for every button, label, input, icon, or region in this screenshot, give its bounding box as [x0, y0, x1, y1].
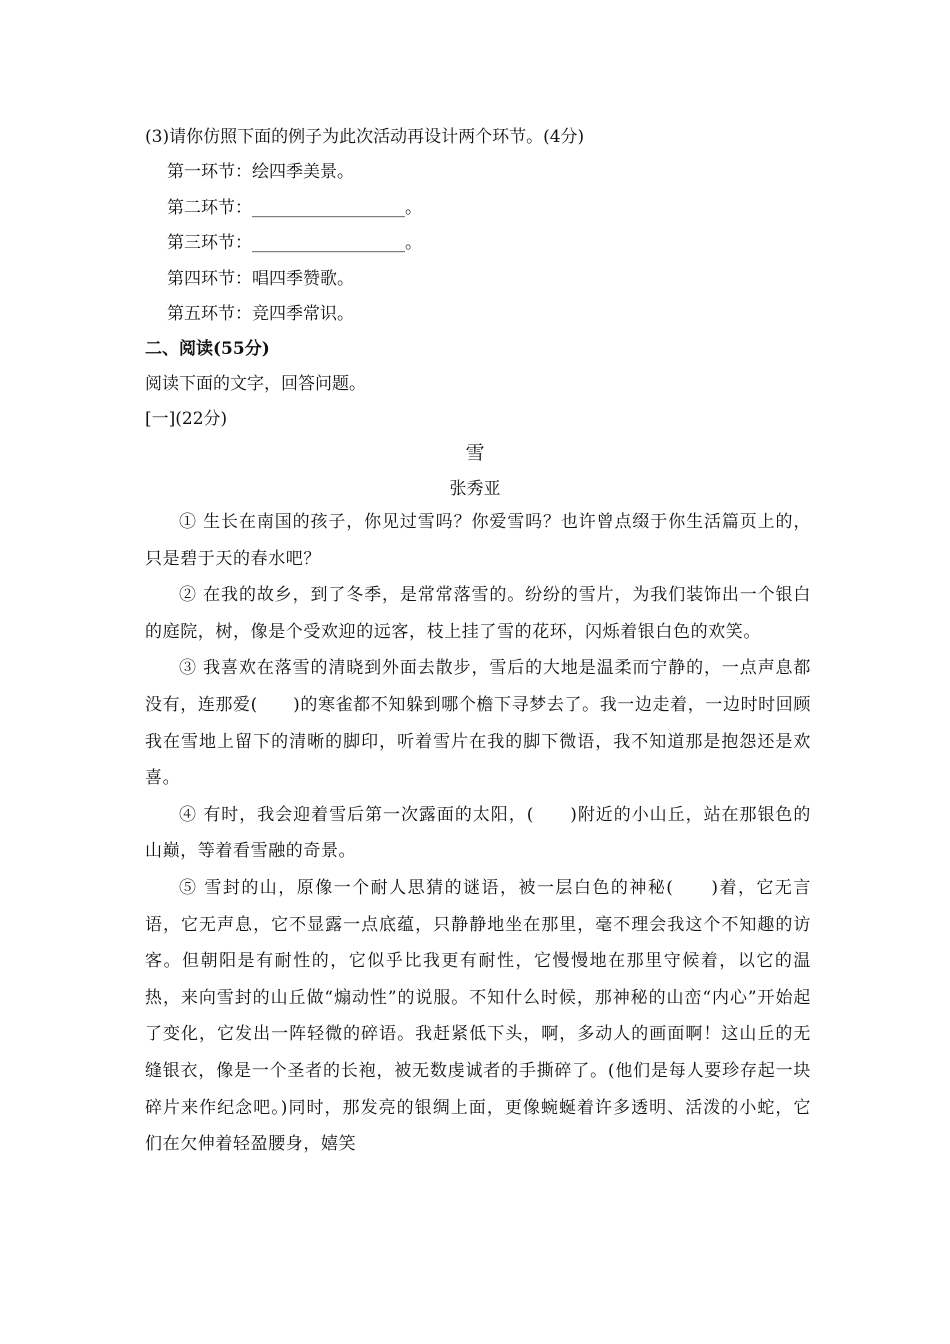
essay-body — [145, 504, 811, 1163]
essay-paragraph-1: ① 生长在南国的孩子，你见过雪吗？你爱雪吗？也许曾点缀于你生活篇页上的，只是碧于天的春水吧？ — [145, 512, 811, 569]
section-heading: 二、阅读(55分) — [145, 339, 270, 359]
question-3-prompt: (3)请你仿照下面的例子为此次活动再设计两个环节。(4分) — [145, 127, 585, 147]
step-1-line: 第一环节：绘四季美景。 — [167, 162, 354, 182]
reading-instruction: 阅读下面的文字，回答问题。 — [145, 374, 366, 394]
essay-author: 张秀亚 — [449, 479, 501, 499]
step-4-line: 第四环节：唱四季赞歌。 — [167, 269, 354, 289]
essay-title: 雪 — [465, 442, 485, 464]
step-5-line: 第五环节：竞四季常识。 — [167, 304, 354, 324]
part-label: [一](22分) — [145, 409, 228, 429]
step-3-line: 第三环节：__________________。 — [167, 233, 422, 253]
essay-paragraph-5: ⑤ 雪封的山，原像一个耐人思猜的谜语，被一层白色的神秘( )着，它无言语，它无声息，它不显露一点底蕴，只静静地坐在那里，毫不理会我这个不知趣的访客。但朝阳是有耐性的，它似乎比我更有耐性，它慢慢地在那里守候着，以它的温热，来向雪封的山丘做“煽动性”的说服。不知什么时候，那神秘的山峦“内心”开始起了变化，它发出一阵轻微的碎语。我赶紧低下头，啊，多动人的画面啊！这山丘的无缝银衣，像是一个圣者的长袍，被无数虔诚者的手撕碎了。(他们是每人要珍存起一块碎片来作纪念吧。)同时，那发亮的银绸上面，更像蜿蜒着许多透明、活泼的小蛇，它们在欠伸着轻盈腰身，嬉笑 — [145, 877, 811, 1155]
essay-paragraph-3: ③ 我喜欢在落雪的清晓到外面去散步，雪后的大地是温柔而宁静的，一点声息都没有，连那爱( )的寒雀都不知躲到哪个檐下寻梦去了。我一边走着，一边时时回顾我在雪地上留下的清晰的脚印，听着雪片在我的脚下微语，我不知道那是抱怨还是欢喜。 — [145, 658, 811, 789]
essay-paragraph-4: ④ 有时，我会迎着雪后第一次露面的太阳，( )附近的小山丘，站在那银色的山巅，等着看雪融的奇景。 — [145, 804, 811, 862]
essay-paragraph-2: ② 在我的故乡，到了冬季，是常常落雪的。纷纷的雪片，为我们装饰出一个银白的庭院，树，像是个受欢迎的远客，枝上挂了雪的花环，闪烁着银白色的欢笑。 — [145, 585, 811, 642]
step-2-line: 第二环节：__________________。 — [167, 198, 422, 218]
